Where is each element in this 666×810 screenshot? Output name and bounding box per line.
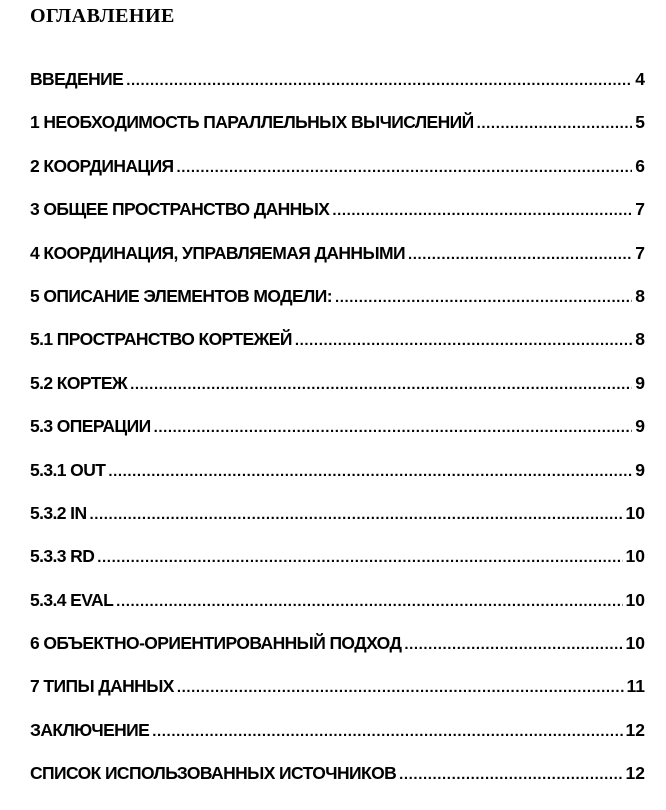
toc-entry-page-number: 9 — [635, 372, 645, 393]
toc-entry-page-number: 12 — [625, 719, 645, 740]
toc-entry-page-number: 10 — [625, 589, 645, 610]
toc-entry[interactable] — [30, 678, 645, 721]
toc-entry-label: 1 НЕОБХОДИМОСТЬ ПАРАЛЛЕЛЬНЫХ ВЫЧИСЛЕНИЙ — [30, 112, 474, 133]
toc-entry-page-number: 7 — [635, 242, 645, 263]
toc-entry[interactable] — [30, 242, 645, 288]
toc-entry-page-number: 9 — [635, 459, 645, 480]
toc-entry[interactable] — [30, 155, 645, 201]
toc-entry-label: 2 КООРДИНАЦИЯ — [30, 155, 174, 176]
toc-entry-page-number: 10 — [625, 633, 645, 654]
dot-leader — [130, 377, 632, 392]
dot-leader — [154, 420, 633, 435]
dot-leader — [177, 680, 624, 695]
toc-entry[interactable] — [30, 418, 645, 461]
toc-entry-label: ЗАКЛЮЧЕНИЕ — [30, 719, 150, 740]
toc-entry-page-number: 6 — [635, 155, 645, 176]
toc-entry[interactable] — [30, 502, 645, 548]
dot-leader — [89, 507, 622, 522]
toc-entry-label: 5 ОПИСАНИЕ ЭЛЕМЕНТОВ МОДЕЛИ: — [30, 285, 332, 306]
dot-leader — [404, 637, 622, 652]
toc-entry[interactable] — [30, 548, 645, 591]
dot-leader — [335, 290, 632, 305]
dot-leader — [408, 247, 632, 262]
toc-entry-page-number: 8 — [635, 329, 645, 350]
toc-entry[interactable] — [30, 589, 645, 635]
toc-title: ОГЛАВЛЕНИЕ — [30, 5, 175, 27]
toc-entry-page-number: 10 — [625, 502, 645, 523]
toc-entry-page-number: 11 — [626, 676, 645, 697]
toc-entry-label: 4 КООРДИНАЦИЯ, УПРАВЛЯЕМАЯ ДАННЫМИ — [30, 242, 405, 263]
toc-entry-label: СПИСОК ИСПОЛЬЗОВАННЫХ ИСТОЧНИКОВ — [30, 763, 397, 784]
toc-entry-label: 5.3 ОПЕРАЦИИ — [30, 416, 151, 437]
toc-entry[interactable] — [30, 114, 645, 157]
toc-entry-label: 5.3.3 RD — [30, 546, 95, 567]
toc-entry-page-number: 12 — [625, 763, 645, 784]
dot-leader — [177, 160, 633, 175]
toc-entry-label: 6 ОБЪЕКТНО-ОРИЕНТИРОВАННЫЙ ПОДХОД — [30, 633, 402, 654]
dot-leader — [295, 333, 632, 348]
toc-entry-label: ВВЕДЕНИЕ — [30, 69, 124, 89]
toc-entry-label: 5.3.4 EVAL — [30, 589, 114, 610]
toc-entry-page-number: 9 — [635, 416, 645, 437]
toc-entry-page-number: 4 — [635, 69, 645, 89]
toc-entry[interactable] — [30, 331, 645, 374]
toc-entry-page-number: 8 — [635, 285, 645, 306]
toc-entry[interactable] — [30, 201, 645, 244]
dot-leader — [97, 550, 622, 565]
toc-entry-page-number: 7 — [635, 199, 645, 220]
toc-entry-label: 5.3.1 OUT — [30, 459, 106, 480]
toc-entry[interactable] — [30, 459, 645, 505]
toc-entry-page-number: 10 — [625, 546, 645, 567]
toc-entry[interactable] — [30, 719, 645, 765]
toc-entry-label: 3 ОБЩЕЕ ПРОСТРАНСТВО ДАННЫХ — [30, 199, 330, 220]
dot-leader — [116, 594, 622, 609]
dot-leader — [399, 767, 622, 782]
toc-entry-page-number: 5 — [635, 112, 645, 133]
toc-entry[interactable] — [30, 372, 645, 418]
dot-leader — [477, 116, 633, 131]
toc-entry[interactable] — [30, 285, 645, 331]
toc-entry[interactable] — [30, 765, 645, 808]
dot-leader — [152, 724, 622, 739]
toc-list — [30, 71, 645, 809]
dot-leader — [332, 203, 632, 218]
dot-leader — [108, 464, 632, 479]
toc-entry-label: 5.3.2 IN — [30, 502, 87, 523]
toc-entry[interactable] — [30, 71, 645, 114]
toc-entry-label: 5.1 ПРОСТРАНСТВО КОРТЕЖЕЙ — [30, 329, 292, 350]
toc-entry[interactable] — [30, 635, 645, 678]
toc-entry-label: 7 ТИПЫ ДАННЫХ — [30, 676, 174, 697]
toc-entry-label: 5.2 КОРТЕЖ — [30, 372, 128, 393]
dot-leader — [126, 73, 632, 88]
